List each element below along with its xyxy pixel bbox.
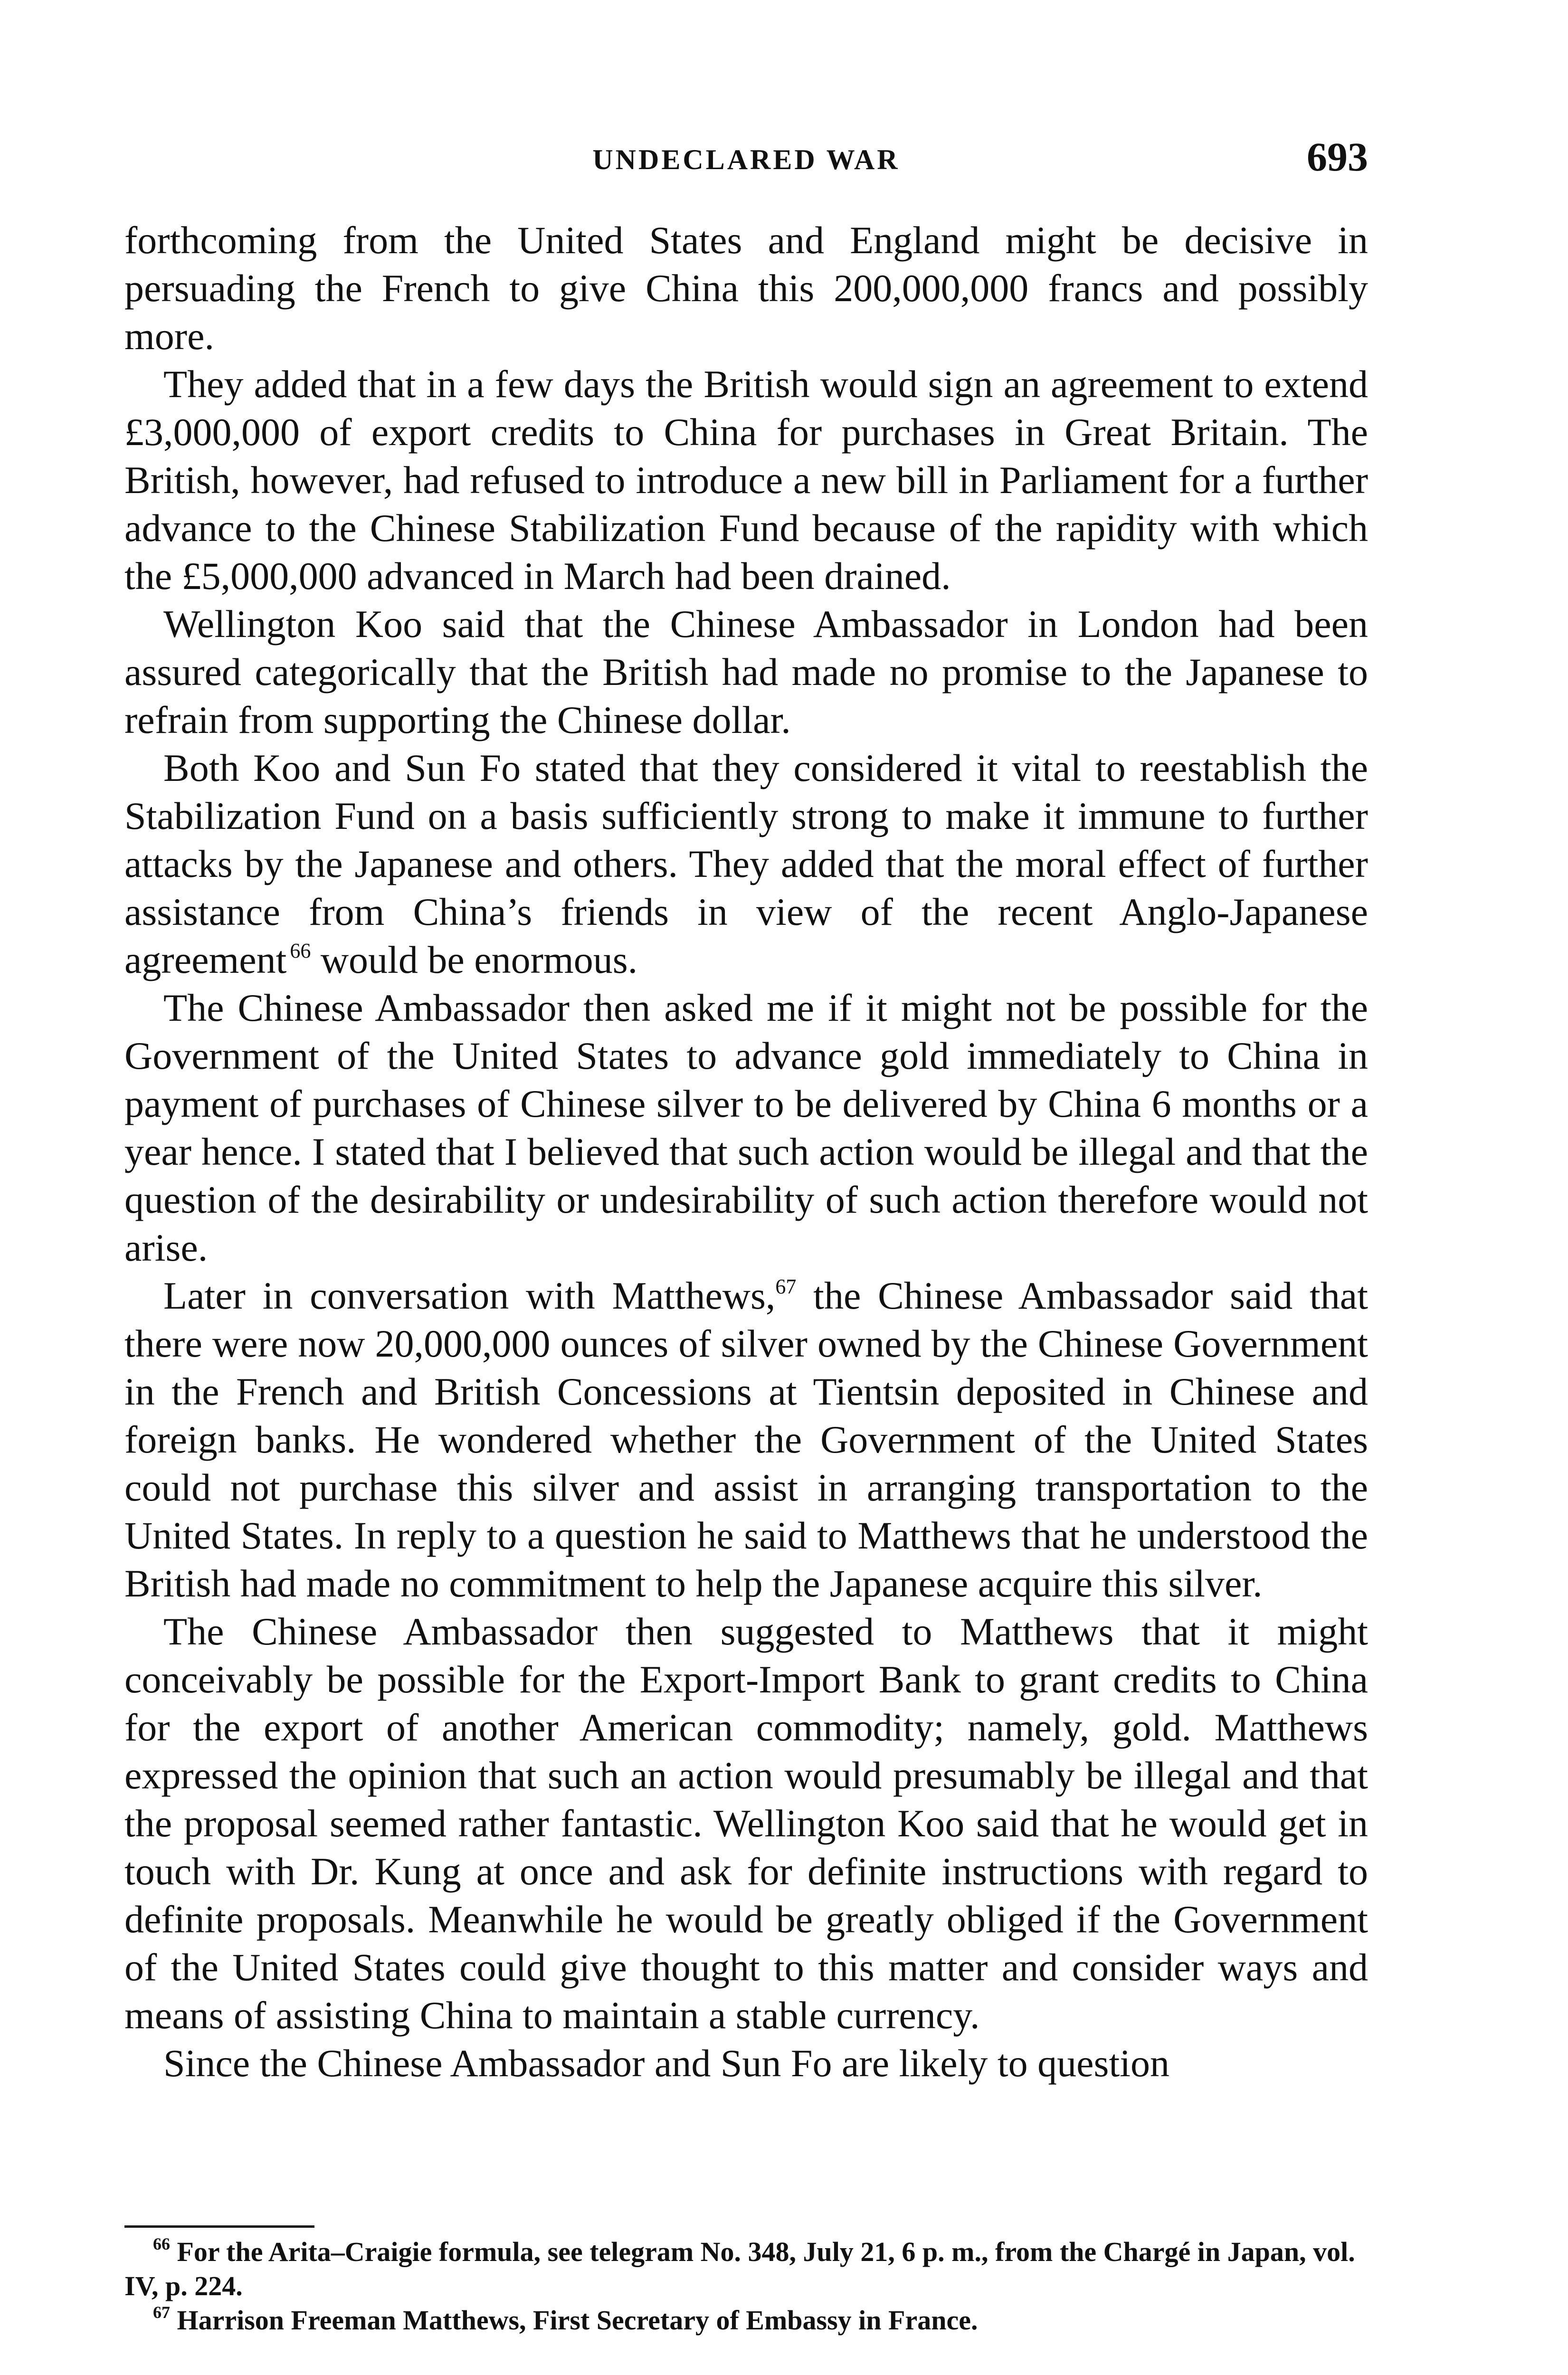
page-number: 693 [1307,134,1368,180]
footnote-66-text: For the Arita–Craigie formula, see telegram No. 348, July 21, 6 p. m., from the Chargé in Japan, vol. IV, p. 224. [124,2236,1355,2301]
paragraph-2: They added that in a few days the British would sign an agreement to extend £3,000,000 of export credits to China for purchases in Great Britain. The British, however, had refused to introduce a new bill in Parliament for a further advance to the Chinese Stabilization Fund because of the rapidity with which the £5,000,000 advanced in March had been drained. [124,362,1368,598]
footnote-67-text: Harrison Freeman Matthews, First Secretary of Embassy in France. [177,2305,978,2336]
paragraph-4-text-after: would be enormous. [311,938,638,981]
running-title: UNDECLARED WAR [592,144,900,175]
footnote-mark-67: 67 [153,2303,170,2322]
paragraph-4-text-before: Both Koo and Sun Fo stated that they considered it vital to reestablish the Stabilization Fund on a basis sufficiently strong to make it immune to further attacks by the Japanese and others. They added that the moral effect of further assistance from China’s friends in view of the recent Anglo-Japanese agreement [124,746,1368,981]
paragraph-5: The Chinese Ambassador then asked me if it might not be possible for the Government of the United States to advance gold immediately to China in payment of purchases of Chinese silver to be delivered by China 6 months or a year hence. I stated that I believed that such action would be illegal and that the question of the desirability or undesirability of such action therefore would not arise. [124,986,1368,1269]
footnote-ref-67: 67 [775,1275,797,1298]
paragraph-3: Wellington Koo said that the Chinese Ambassador in London had been assured categorically that the British had made no promise to the Japanese to refrain from supporting the Chinese dollar. [124,602,1368,741]
running-head [124,133,1368,185]
footnote-ref-66: 66 [290,939,311,962]
paragraph-6-text-before: Later in conversation with Matthews, [163,1274,776,1317]
paragraph-8: Since the Chinese Ambassador and Sun Fo are likely to question [163,2042,1170,2085]
paragraph-6 [124,1272,1368,1607]
paragraph-4 [124,744,1368,984]
footnote-66 [124,2235,1368,2303]
footnotes [124,2235,1368,2337]
paragraph-7: The Chinese Ambassador then suggested to Matthews that it might conceivably be possible for the Export-Import Bank to grant credits to China for the export of another American commodity; namely, gold. Matthews expressed the opinion that such an action would presumably be illegal and that the proposal seemed rather fantastic. Wellington Koo said that he would get in touch with Dr. Kung at once and ask for definite instructions with regard to definite proposals. Meanwhile he would be greatly obliged if the Government of the United States could give thought to this matter and consider ways and means of assisting China to maintain a stable currency. [124,1610,1368,2037]
paragraph-6-text-after: the Chinese Ambassador said that there were now 20,000,000 ounces of silver owned by the Chinese Government in the French and British Concessions at Tientsin deposited in Chinese and foreign banks. He wondered whether the Government of the United States could not purchase this silver and assist in arranging transportation to the United States. In reply to a question he said to Matthews that he understood the British had made no commitment to help the Japanese acquire this silver. [124,1274,1368,1605]
body-text [124,216,1368,2087]
footnote-mark-66: 66 [153,2234,170,2253]
paragraph-1: forthcoming from the United States and England might be decisive in persuading the French to give China this 200,000,000 francs and possibly more. [124,218,1368,358]
footnote-divider [124,2225,314,2228]
footnote-67 [124,2303,1368,2337]
